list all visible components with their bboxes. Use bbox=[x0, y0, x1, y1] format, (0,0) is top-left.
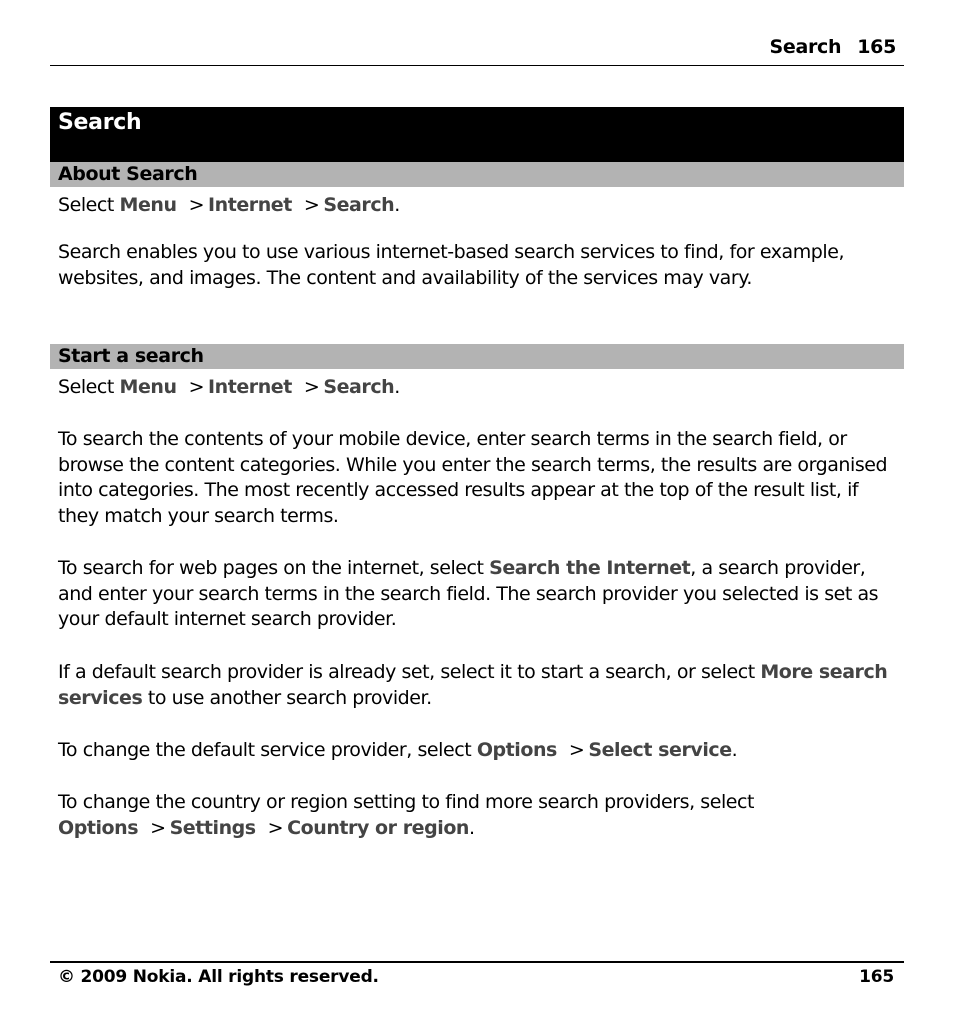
path-separator: > bbox=[568, 739, 585, 761]
text-span: To search for web pages on the internet, select bbox=[58, 557, 484, 579]
menu-path-item-search: Search bbox=[323, 376, 395, 398]
subsection-bar-about-search bbox=[50, 162, 904, 187]
subsection-heading-start-search: Start a search bbox=[58, 345, 204, 367]
section-title-bar bbox=[50, 107, 904, 162]
text-span: to use another search provider. bbox=[147, 686, 432, 709]
menu-path-item-select-service: Select service bbox=[588, 739, 732, 761]
running-header-section: Search bbox=[769, 36, 842, 58]
text-span: , a search provider, and enter your search terms in the search field. The search provider you selected is set as your default internet search provider. bbox=[58, 557, 879, 630]
path-separator: > bbox=[188, 376, 205, 398]
running-header bbox=[50, 36, 904, 66]
path-separator: > bbox=[303, 376, 320, 398]
menu-path-item-internet: Internet bbox=[208, 376, 292, 398]
start-search-paragraph-2 bbox=[58, 556, 902, 633]
sentence-end: . bbox=[731, 739, 738, 761]
start-search-paragraph-3 bbox=[58, 660, 902, 711]
menu-path-item-search: Search bbox=[323, 194, 395, 216]
start-search-paragraph-4 bbox=[58, 738, 902, 764]
sentence-end: . bbox=[394, 194, 400, 216]
ui-term-more-search-services: More search services bbox=[58, 661, 888, 709]
path-separator: > bbox=[303, 194, 320, 216]
select-path-start-search bbox=[58, 375, 902, 401]
text-span: If a default search provider is already set, select it to start a search, or select bbox=[58, 661, 755, 683]
running-header-page-number: 165 bbox=[857, 36, 896, 58]
sentence-end: . bbox=[394, 376, 400, 398]
menu-path-item-country-or-region: Country or region bbox=[287, 816, 469, 839]
start-search-paragraph-5 bbox=[58, 790, 902, 841]
text-span: To change the default service provider, select bbox=[58, 739, 472, 761]
footer-page-number: 165 bbox=[859, 967, 894, 987]
select-prefix: Select bbox=[58, 376, 114, 398]
subsection-heading-about-search: About Search bbox=[58, 163, 198, 185]
select-prefix: Select bbox=[58, 194, 114, 216]
path-separator: > bbox=[267, 816, 284, 839]
path-separator: > bbox=[188, 194, 205, 216]
footer-rule bbox=[50, 961, 904, 963]
menu-path-item-options: Options bbox=[58, 816, 139, 839]
sentence-end: . bbox=[469, 816, 475, 839]
start-search-paragraph-1: To search the contents of your mobile device, enter search terms in the search field, or browse the content categories. While you enter the search terms, the results are organised into categories. The most recently accessed results appear at the top of the result list, if they match your search terms. bbox=[58, 428, 888, 527]
path-separator: > bbox=[150, 816, 166, 839]
subsection-bar-start-search bbox=[50, 344, 904, 369]
text-span: To change the country or region setting to find more search providers, select bbox=[58, 791, 755, 813]
menu-path-item-menu: Menu bbox=[119, 194, 177, 216]
running-header-text bbox=[769, 36, 896, 58]
footer-copyright: © 2009 Nokia. All rights reserved. bbox=[58, 967, 379, 987]
select-path-about-search bbox=[58, 193, 902, 219]
menu-path-item-internet: Internet bbox=[208, 194, 292, 216]
about-search-body: Search enables you to use various internet-based search services to find, for example, websites, and images. The content and availability of the services may vary. bbox=[58, 241, 845, 289]
menu-path-item-settings: Settings bbox=[169, 816, 256, 839]
ui-term-search-the-internet: Search the Internet bbox=[489, 557, 691, 579]
menu-path-item-options: Options bbox=[476, 739, 557, 761]
section-title: Search bbox=[58, 110, 142, 135]
menu-path-item-menu: Menu bbox=[119, 376, 177, 398]
